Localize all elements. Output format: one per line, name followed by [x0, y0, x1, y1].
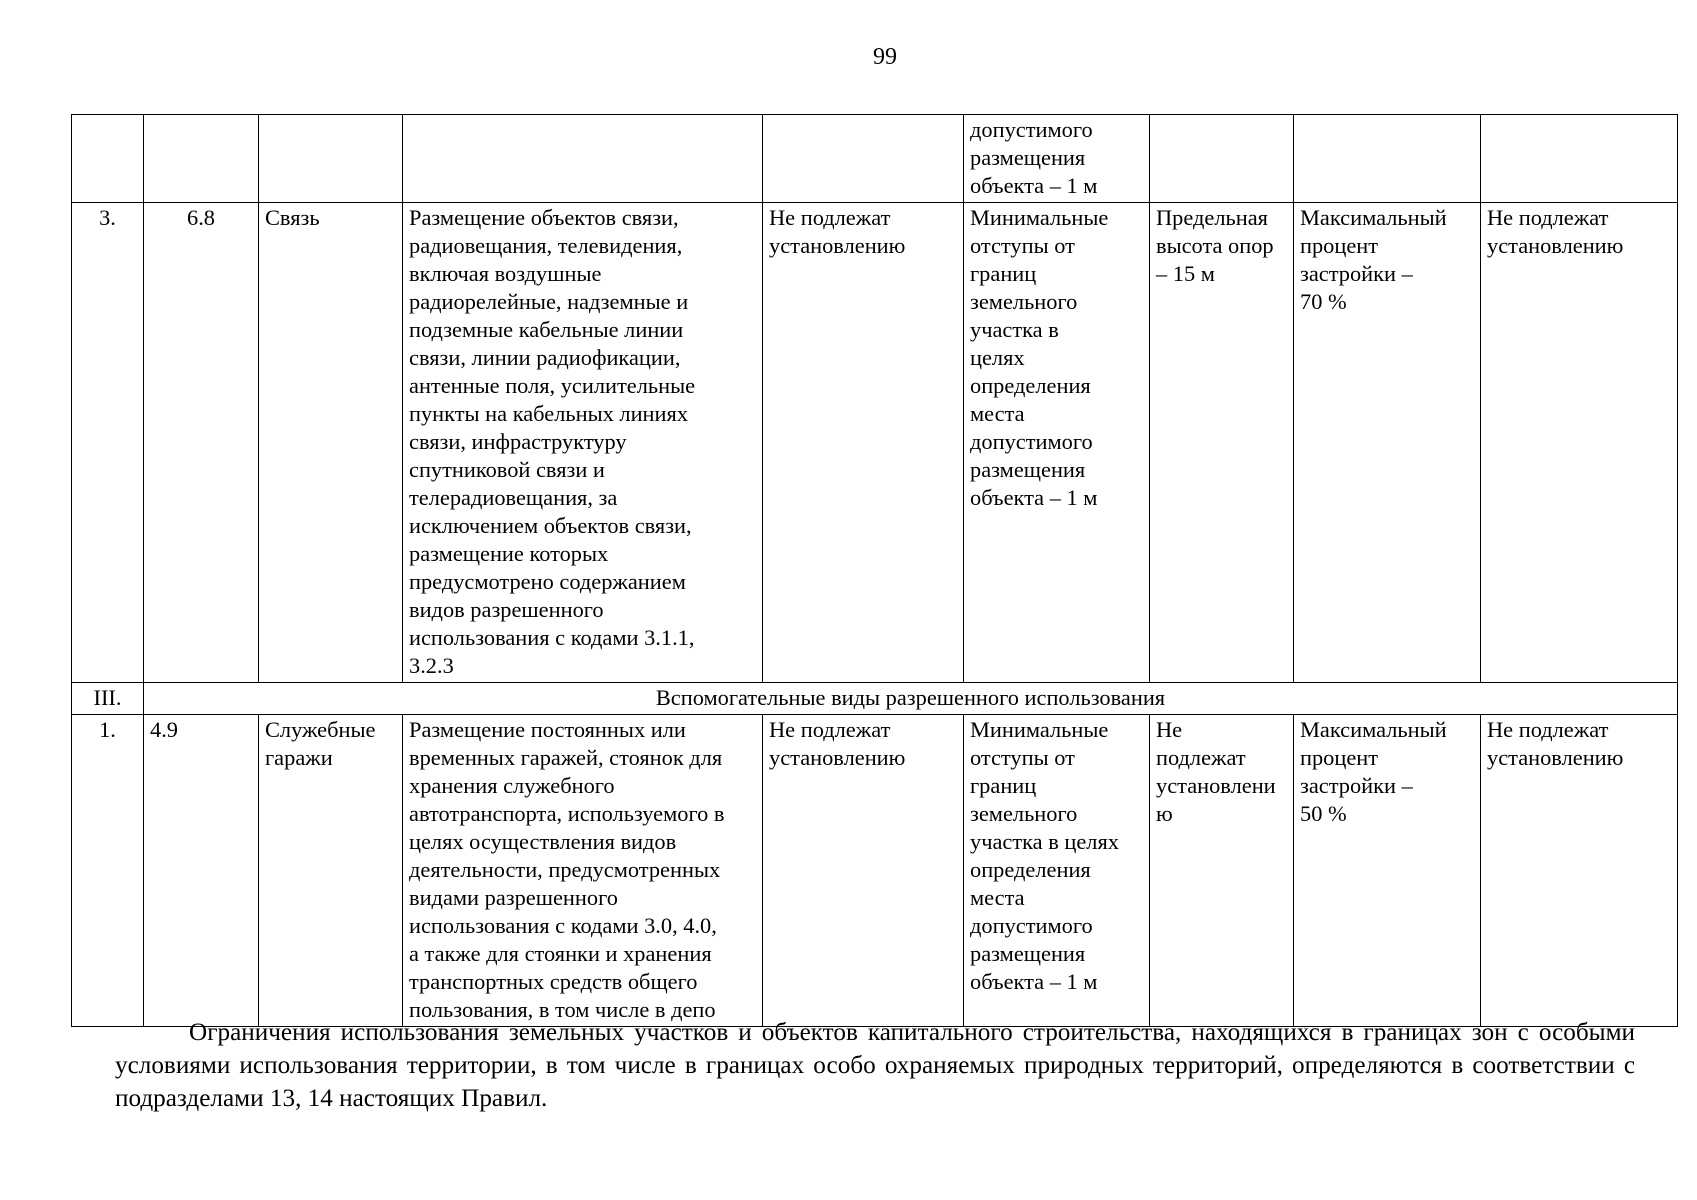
page-number: 99	[873, 44, 897, 70]
cell-plot-size: Не подлежат установлению	[763, 715, 964, 1027]
cell-height: Предельная высота опор – 15 м	[1150, 203, 1294, 683]
cell-plot-size	[763, 115, 964, 203]
cell-plot-size: Не подлежат установлению	[763, 203, 964, 683]
section-title: Вспомогательные виды разрешенного использования	[144, 683, 1678, 715]
cell-coverage: Максимальный процент застройки – 70 %	[1294, 203, 1481, 683]
cell-description	[403, 115, 763, 203]
cell-setbacks: допустимого размещения объекта – 1 м	[964, 115, 1150, 203]
cell-name	[259, 115, 403, 203]
cell-height: Не подлежат установлени ю	[1150, 715, 1294, 1027]
cell-num	[72, 115, 144, 203]
table-row-continuation	[72, 115, 1678, 203]
cell-code: 4.9	[144, 715, 259, 1027]
cell-description: Размещение постоянных или временных гаражей, стоянок для хранения служебного автотранспорта, используемого в целях осуществления видов деятельности, предусмотренных видами разрешенного использования с кодами 3.0, 4.0, а также для стоянки и хранения транспортных средств общего пользования, в том числе в депо	[403, 715, 763, 1027]
cell-height	[1150, 115, 1294, 203]
cell-code	[144, 115, 259, 203]
cell-coverage: Максимальный процент застройки – 50 %	[1294, 715, 1481, 1027]
cell-coverage	[1294, 115, 1481, 203]
restrictions-note: Ограничения использования земельных участков и объектов капитального строительства, находящихся в границах зон с особыми условиями использования территории, в том числе в границах особо охраняемых природных территорий, определяются в соответствии с подразделами 13, 14 настоящих Правил.	[115, 1019, 1635, 1112]
cell-setbacks: Минимальные отступы от границ земельного участка в целях определения места допустимого размещения объекта – 1 м	[964, 715, 1150, 1027]
cell-num: 1.	[72, 715, 144, 1027]
table-row	[72, 715, 1678, 1027]
cell-setbacks: Минимальные отступы от границ земельного участка в целях определения места допустимого размещения объекта – 1 м	[964, 203, 1150, 683]
cell-description: Размещение объектов связи, радиовещания, телевидения, включая воздушные радиорелейные, надземные и подземные кабельные линии связи, линии радиофикации, антенные поля, усилительные пункты на кабельных линиях связи, инфраструктуру спутниковой связи и телерадиовещания, за исключением объектов связи, размещение которых предусмотрено содержанием видов разрешенного использования с кодами 3.1.1, 3.2.3	[403, 203, 763, 683]
cell-code: 6.8	[144, 203, 259, 683]
section-header-row	[72, 683, 1678, 715]
cell-name: Связь	[259, 203, 403, 683]
regulations-table	[71, 114, 1678, 1027]
section-number: III.	[72, 683, 144, 715]
cell-other: Не подлежат установлению	[1481, 715, 1678, 1027]
cell-other	[1481, 115, 1678, 203]
cell-other: Не подлежат установлению	[1481, 203, 1678, 683]
cell-name: Служебные гаражи	[259, 715, 403, 1027]
cell-num: 3.	[72, 203, 144, 683]
table-row	[72, 203, 1678, 683]
